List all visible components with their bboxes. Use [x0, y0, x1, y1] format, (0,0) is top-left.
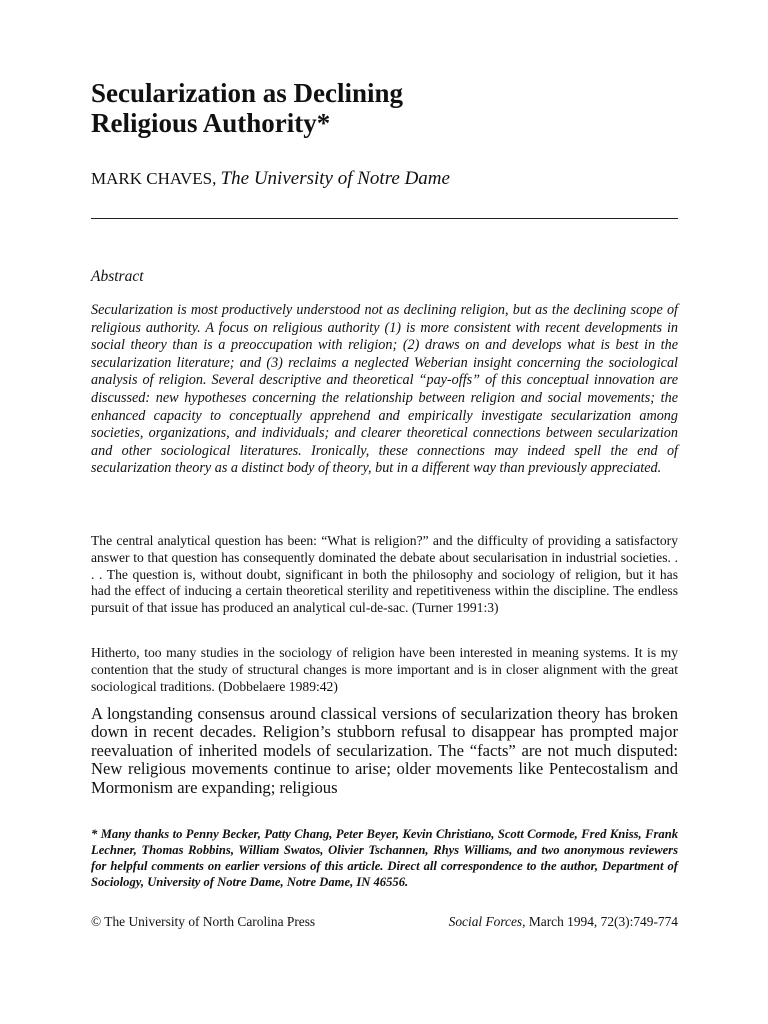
epigraph-turner: The central analytical question has been: “What is religion?” and the difficulty of providing a satisfactory answer to that question has consequently dominated the debate about secularisation in industrial societies. . . . The question is, without doubt, significant in both the philosophy and sociology of religion, but it has had the effect of inducing a certain theoretical sterility and repetitiveness within the discipline. The endless pursuit of that issue has produced an analytical cul-de-sac. (Turner 1991:3): [91, 533, 678, 616]
abstract-heading: Abstract: [91, 268, 144, 285]
byline: [91, 168, 450, 190]
journal-citation: [449, 914, 678, 930]
citation-details: March 1994, 72(3):749-774: [528, 914, 678, 929]
copyright-notice: © The University of North Carolina Press: [91, 914, 316, 929]
acknowledgment-footnote: * Many thanks to Penny Becker, Patty Chang, Peter Beyer, Kevin Christiano, Scott Cormode, Fred Kniss, Frank Lechner, Thomas Robbins, William Swatos, Olivier Tschannen, Rhys Williams, and two anonymous reviewers for helpful comments on earlier versions of this article. Direct all correspondence to the author, Department of Sociology, University of Notre Dame, Notre Dame, IN 46556.: [91, 827, 678, 889]
title-line-1: Secularization as Declining: [91, 78, 403, 108]
author-affiliation: The University of Notre Dame: [220, 168, 450, 189]
epigraph-dobbelaere: Hitherto, too many studies in the sociology of religion have been interested in meaning systems. It is my contention that the study of structural changes is more important and is in closer alignment with the great sociological traditions. (Dobbelaere 1989:42): [91, 645, 678, 694]
author-name: MARK CHAVES,: [91, 169, 217, 188]
body-paragraph: A longstanding consensus around classical versions of secularization theory has broken down in recent decades. Religion’s stubborn refusal to disappear has prompted major reevaluation of inherited models of secularization. The “facts” are not much disputed: New religious movements continue to arise; older movements like Pentecostalism and Mormonism are expanding; religious: [91, 704, 678, 797]
abstract-text: Secularization is most productively understood not as declining religion, but as the declining scope of religious authority. A focus on religious authority (1) is more consistent with recent developments in social theory than is a preoccupation with religion; (2) draws on and develops what is best in the secularization literature; and (3) reclaims a neglected Weberian insight concerning the sociological analysis of religion. Several descriptive and theoretical “pay-offs” of this conceptual innovation are discussed: new hypotheses concerning the relationship between religion and social movements; the enhanced capacity to conceptually apprehend and empirically investigate secularization among societies, organizations, and individuals; and clearer theoretical connections between secularization and other sociological literatures. Ironically, these connections may indeed spell the end of secularization theory as a distinct body of theory, but in a different way than previously appreciated.: [91, 302, 678, 477]
header-rule: [91, 218, 678, 219]
journal-name: Social Forces,: [448, 914, 526, 929]
title-line-2: Religious Authority*: [91, 108, 331, 138]
article-title: [91, 78, 403, 138]
